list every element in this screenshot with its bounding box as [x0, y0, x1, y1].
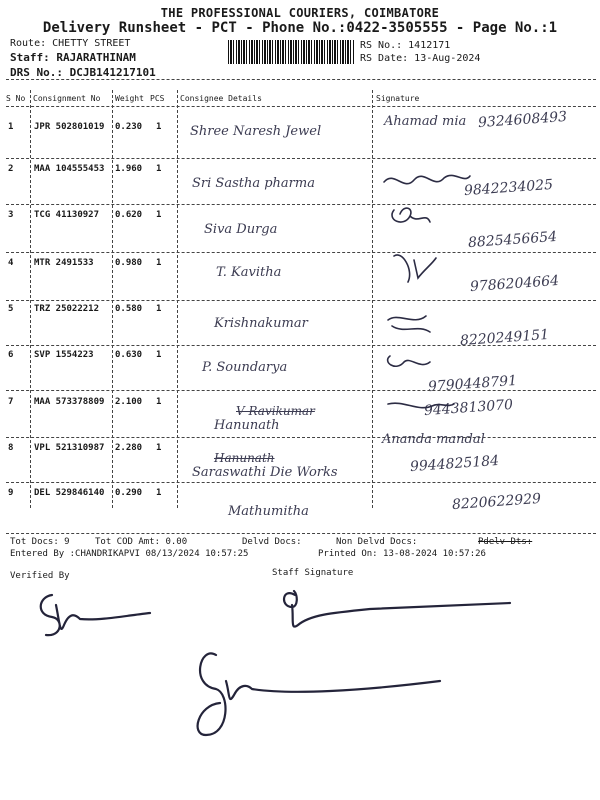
row-weight: 0.580: [115, 304, 143, 314]
row-pcs: 1: [156, 164, 162, 174]
row-pcs: 1: [156, 443, 162, 453]
tot-cod: Tot COD Amt: 0.00: [95, 537, 188, 547]
non-delvd-docs: Non Delvd Docs:: [336, 537, 418, 547]
row-pcs: 1: [156, 350, 162, 360]
row-consignee: Sri Sastha pharma: [192, 176, 315, 191]
verified-by-label: Verified By: [10, 571, 70, 581]
row-signature: Ahamad mia: [384, 114, 467, 129]
row-phone: 8220622929: [451, 490, 542, 514]
verified-signature: [41, 595, 150, 635]
row-consignment-no: TRZ 25022212: [34, 304, 100, 314]
barcode-image: [228, 40, 354, 64]
row-consignment-no: VPL 521310987: [34, 443, 105, 453]
row-consignment-no: MTR 2491533: [34, 258, 94, 268]
signature-scribble: [392, 208, 430, 222]
route-label: Route: CHETTY STREET: [10, 38, 131, 49]
col-header-consignment: Consignment No: [33, 94, 101, 103]
col-header-consignee: Consignee Details: [180, 94, 262, 103]
row-consignee-struck: Hanunath: [214, 451, 275, 465]
row-phone: 8825456654: [467, 228, 558, 252]
row-pcs: 1: [156, 488, 162, 498]
signature-scribble: [388, 316, 430, 332]
rs-no-label: RS No.: 1412171: [360, 40, 451, 51]
col-header-pcs: PCS: [150, 94, 165, 103]
staff-label: Staff: RAJARATHINAM: [10, 51, 136, 64]
row-weight: 2.100: [115, 397, 143, 407]
row-phone: 9842234025: [463, 176, 554, 200]
row-sno: 5: [8, 304, 14, 314]
row-consignee: Saraswathi Die Works: [192, 465, 338, 480]
pdelv-dts: Pdelv Dts:: [478, 537, 533, 547]
signature-scribble: [388, 356, 430, 366]
signatures-drawing: [30, 585, 550, 785]
row-pcs: 1: [156, 210, 162, 220]
row-sno: 9: [8, 488, 14, 498]
col-divider: [177, 90, 178, 508]
receiver-signature: [198, 653, 440, 735]
row-weight: 2.280: [115, 443, 143, 453]
col-header-sno: S No: [6, 94, 26, 103]
delvd-docs: Delvd Docs:: [242, 537, 302, 547]
row-sno: 4: [8, 258, 14, 268]
rs-date-label: RS Date: 13-Aug-2024: [360, 53, 481, 64]
row-phone: 8220249151: [459, 326, 550, 350]
row-sno: 7: [8, 397, 14, 407]
row-sno: 8: [8, 443, 14, 453]
row-consignee: Shree Naresh Jewel: [190, 124, 322, 139]
row-sno: 3: [8, 210, 14, 220]
row-consignee: Mathumitha: [228, 504, 309, 519]
col-header-weight: Weight: [115, 94, 144, 103]
row-weight: 0.230: [115, 122, 143, 132]
row-consignee: Hanunath: [214, 418, 280, 433]
row-sno: 2: [8, 164, 14, 174]
row-consignment-no: DEL 529846140: [34, 488, 105, 498]
col-divider: [30, 90, 31, 508]
entered-by: Entered By :CHANDRIKAPVI 08/13/2024 10:57:25: [10, 549, 249, 559]
col-divider: [112, 90, 113, 508]
printed-on: Printed On: 13-08-2024 10:57:26: [318, 549, 486, 559]
row-weight: 0.630: [115, 350, 143, 360]
col-divider: [372, 90, 373, 508]
row-phone: 9790448791: [427, 372, 518, 396]
footer-divider: [6, 533, 596, 534]
row-consignee: Siva Durga: [204, 222, 278, 237]
signature-scribbles: [374, 100, 594, 520]
col-header-signature: Signature: [376, 94, 420, 103]
drs-label: DRS No.: DCJB141217101: [10, 66, 156, 79]
company-title: THE PROFESSIONAL COURIERS, COIMBATORE: [160, 6, 440, 20]
signature-scribble: [388, 403, 454, 408]
row-sno: 1: [8, 122, 14, 132]
row-consignment-no: SVP 1554223: [34, 350, 94, 360]
row-consignment-no: JPR 502801019: [34, 122, 105, 132]
row-consignee-struck: V Ravikumar: [236, 404, 315, 418]
row-consignment-no: MAA 104555453: [34, 164, 105, 174]
row-weight: 0.620: [115, 210, 143, 220]
row-consignee: Krishnakumar: [214, 316, 308, 331]
row-pcs: 1: [156, 258, 162, 268]
row-weight: 0.290: [115, 488, 143, 498]
row-consignment-no: MAA 573378809: [34, 397, 105, 407]
row-phone: 9944825184: [409, 452, 500, 476]
row-consignee: T. Kavitha: [216, 265, 282, 280]
row-consignment-no: TCG 41130927: [34, 210, 100, 220]
row-weight: 0.980: [115, 258, 143, 268]
row-pcs: 1: [156, 397, 162, 407]
row-phone: 9324608493: [477, 108, 568, 132]
row-consignee: P. Soundarya: [202, 360, 288, 375]
row-pcs: 1: [156, 304, 162, 314]
row-pcs: 1: [156, 122, 162, 132]
runsheet-title: Delivery Runsheet - PCT - Phone No.:0422-3505555 - Page No.:1: [42, 20, 558, 36]
signature-scribble: [394, 255, 436, 282]
row-signature: Ananda mandal: [382, 432, 485, 447]
row-sno: 6: [8, 350, 14, 360]
tot-docs: Tot Docs: 9: [10, 537, 70, 547]
staff-signature-label: Staff Signature: [272, 568, 354, 578]
row-phone: 9786204664: [469, 272, 560, 296]
staff-signature: [284, 591, 510, 627]
row-phone: 9443813070: [423, 396, 514, 420]
signature-scribble: [384, 175, 470, 183]
header-divider-top: [6, 79, 596, 80]
row-weight: 1.960: [115, 164, 143, 174]
